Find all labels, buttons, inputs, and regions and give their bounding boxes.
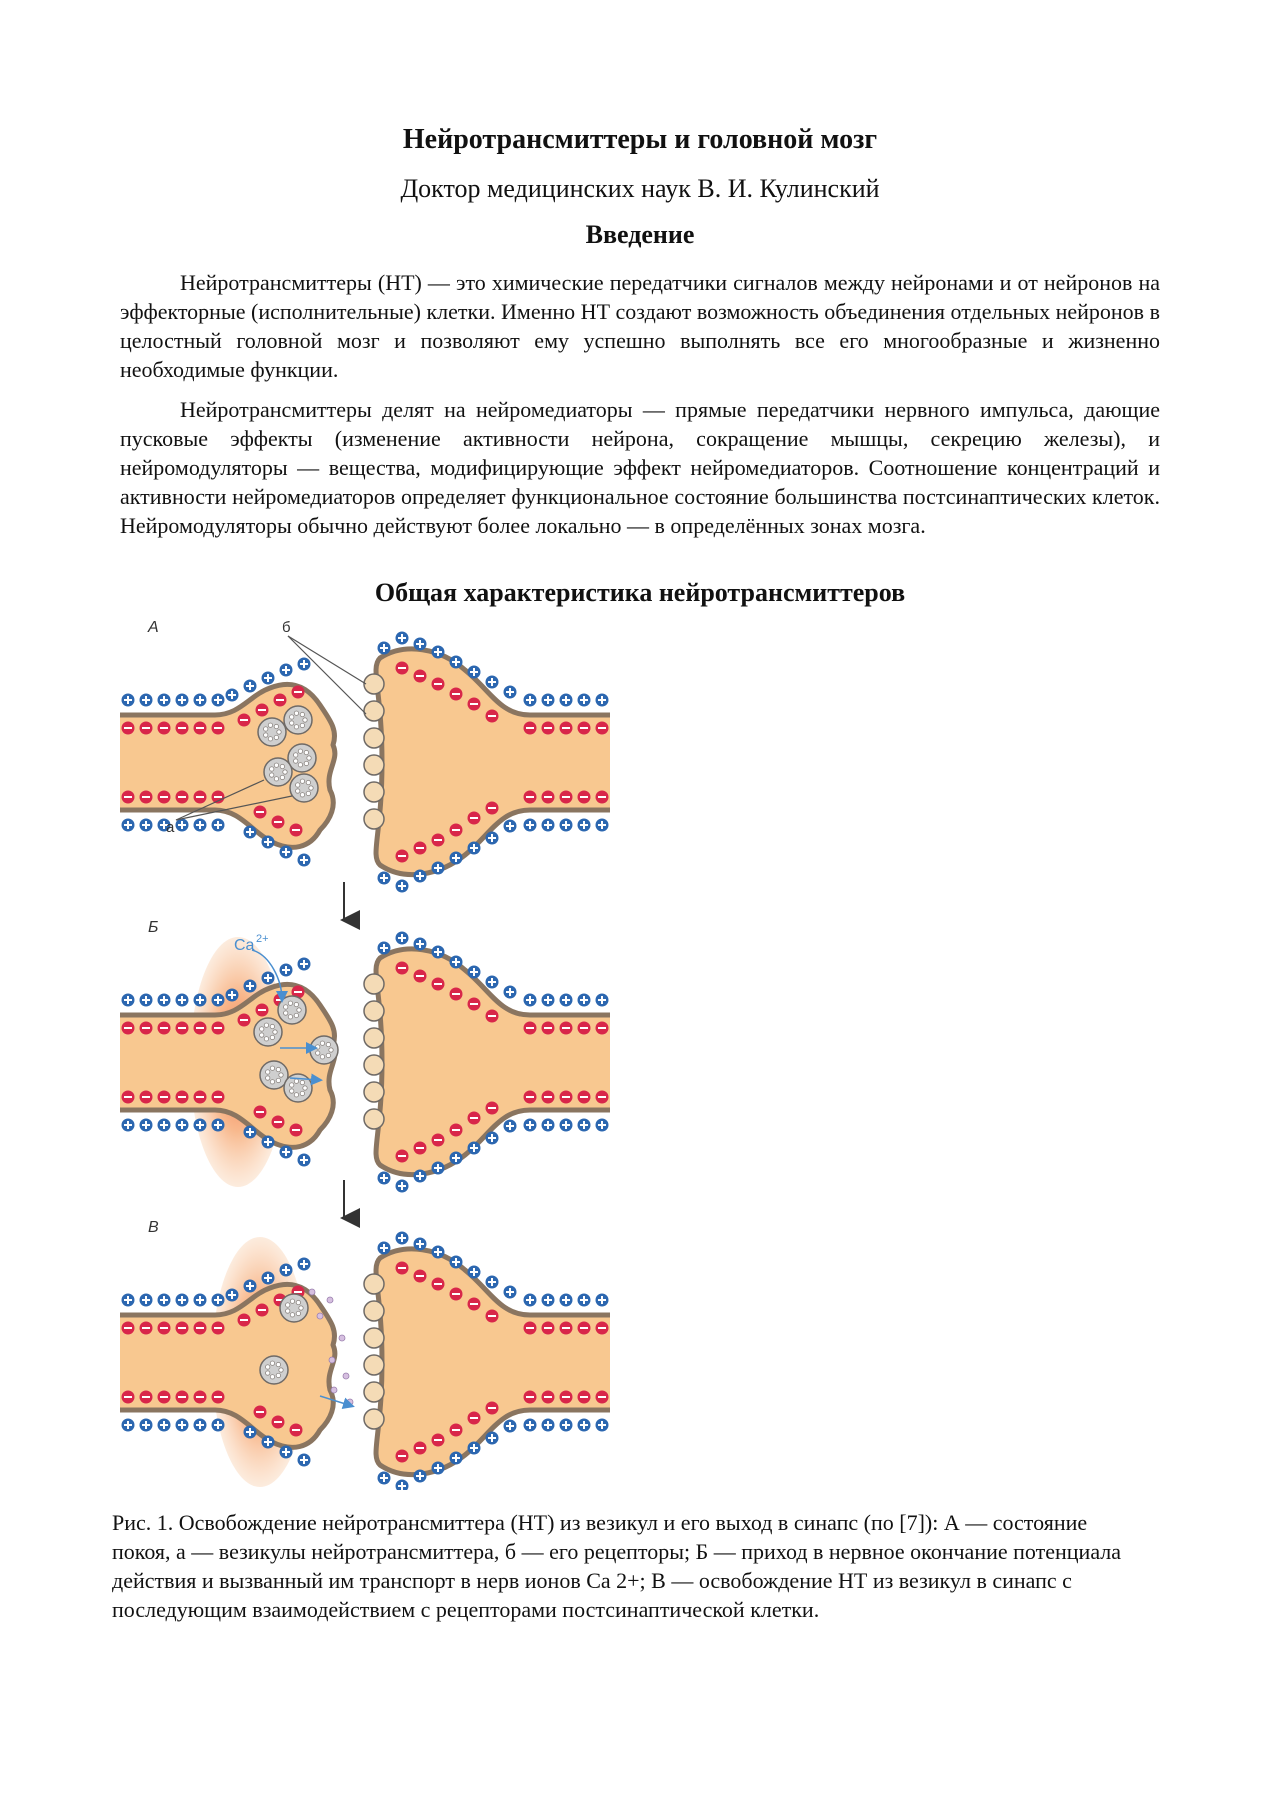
synapse-panel-2 (120, 919, 610, 1193)
panel-label: А (148, 620, 159, 636)
synapse-panel-3 (120, 1219, 610, 1490)
vesicle (290, 774, 318, 802)
receptor-label: б (282, 620, 291, 636)
receptor (364, 1301, 384, 1321)
receptor (364, 1001, 384, 1021)
vesicle (254, 1018, 282, 1046)
vesicle-label: а (166, 819, 175, 836)
receptor (364, 1055, 384, 1075)
panel-label: Б (148, 919, 159, 936)
transmitter-molecule (309, 1289, 315, 1295)
author-line: Доктор медицинских наук В. И. Кулинский (400, 174, 880, 203)
receptor (364, 782, 384, 802)
transmitter-molecule (329, 1357, 335, 1363)
transmitter-molecule (331, 1387, 337, 1393)
transmitter-molecule (339, 1335, 345, 1341)
receptor (364, 1382, 384, 1402)
receptor (364, 674, 384, 694)
receptor (364, 809, 384, 829)
receptor (364, 974, 384, 994)
receptor (364, 1082, 384, 1102)
transmitter-molecule (343, 1373, 349, 1379)
calcium-charge: 2+ (256, 933, 269, 945)
figure-caption: Рис. 1. Освобождение нейротрансмиттера (НТ) из везикул и его выход в синапс (по [7]): А — состояние покоя, а — везикулы нейротрансмиттера, б — его рецепторы; Б — приход в нервное окончание потенциала действия и вызванный им транспорт в нерв ионов Ca 2+; В — освобождение НТ из везикул в синапс с последующим взаимодействием с рецепторами постсинаптической клетки. (112, 1510, 1122, 1622)
calcium-label: Ca (234, 937, 255, 954)
page-title: Нейротрансмиттеры и головной мозг (402, 124, 878, 155)
vesicle (258, 718, 286, 746)
receptor (364, 1328, 384, 1348)
vesicle (310, 1036, 338, 1064)
receptor (364, 1109, 384, 1129)
receptor (364, 728, 384, 748)
transmitter-molecule (327, 1297, 333, 1303)
paragraph: Нейротрансмиттеры делят на нейромедиаторы — прямые передатчики нервного импульса, дающие пусковые эффекты (изменение активности нейрона, сокращение мышцы, секрецию железы), и нейромодуляторы — вещества, модифицирующие эффект нейромедиаторов. Соотношение концентраций и активности нейромедиаторов определяет функциональное состояние большинства постсинаптических клеток. Нейромодуляторы обычно действуют более локально — в определённых зонах мозга. (120, 397, 1160, 538)
vesicle (260, 1356, 288, 1384)
receptor (364, 701, 384, 721)
vesicle (288, 744, 316, 772)
synapse-panel-1 (120, 620, 610, 893)
receptor (364, 755, 384, 775)
synapse-diagram (120, 620, 610, 1490)
panel-label: В (148, 1219, 159, 1236)
vesicle (264, 758, 292, 786)
synapse-figure (120, 620, 610, 1490)
receptor (364, 1028, 384, 1048)
transmitter-molecule (317, 1313, 323, 1319)
section-heading-intro: Введение (585, 220, 695, 249)
vesicle (280, 1294, 308, 1322)
vesicle (284, 706, 312, 734)
paragraph: Нейротрансмиттеры (НТ) — это химические передатчики сигналов между нейронами и от нейронов на эффекторные (исполнительные) клетки. Именно НТ создают возможность объединения отдельных нейронов в целостный головной мозг и позволяют ему успешно выполнять все его многообразные и жизненно необходимые функции. (120, 270, 1160, 382)
receptor (364, 1355, 384, 1375)
section-heading-general: Общая характеристика нейротрансмиттеров (374, 578, 906, 607)
receptor (364, 1409, 384, 1429)
receptor (364, 1274, 384, 1294)
vesicle (278, 996, 306, 1024)
